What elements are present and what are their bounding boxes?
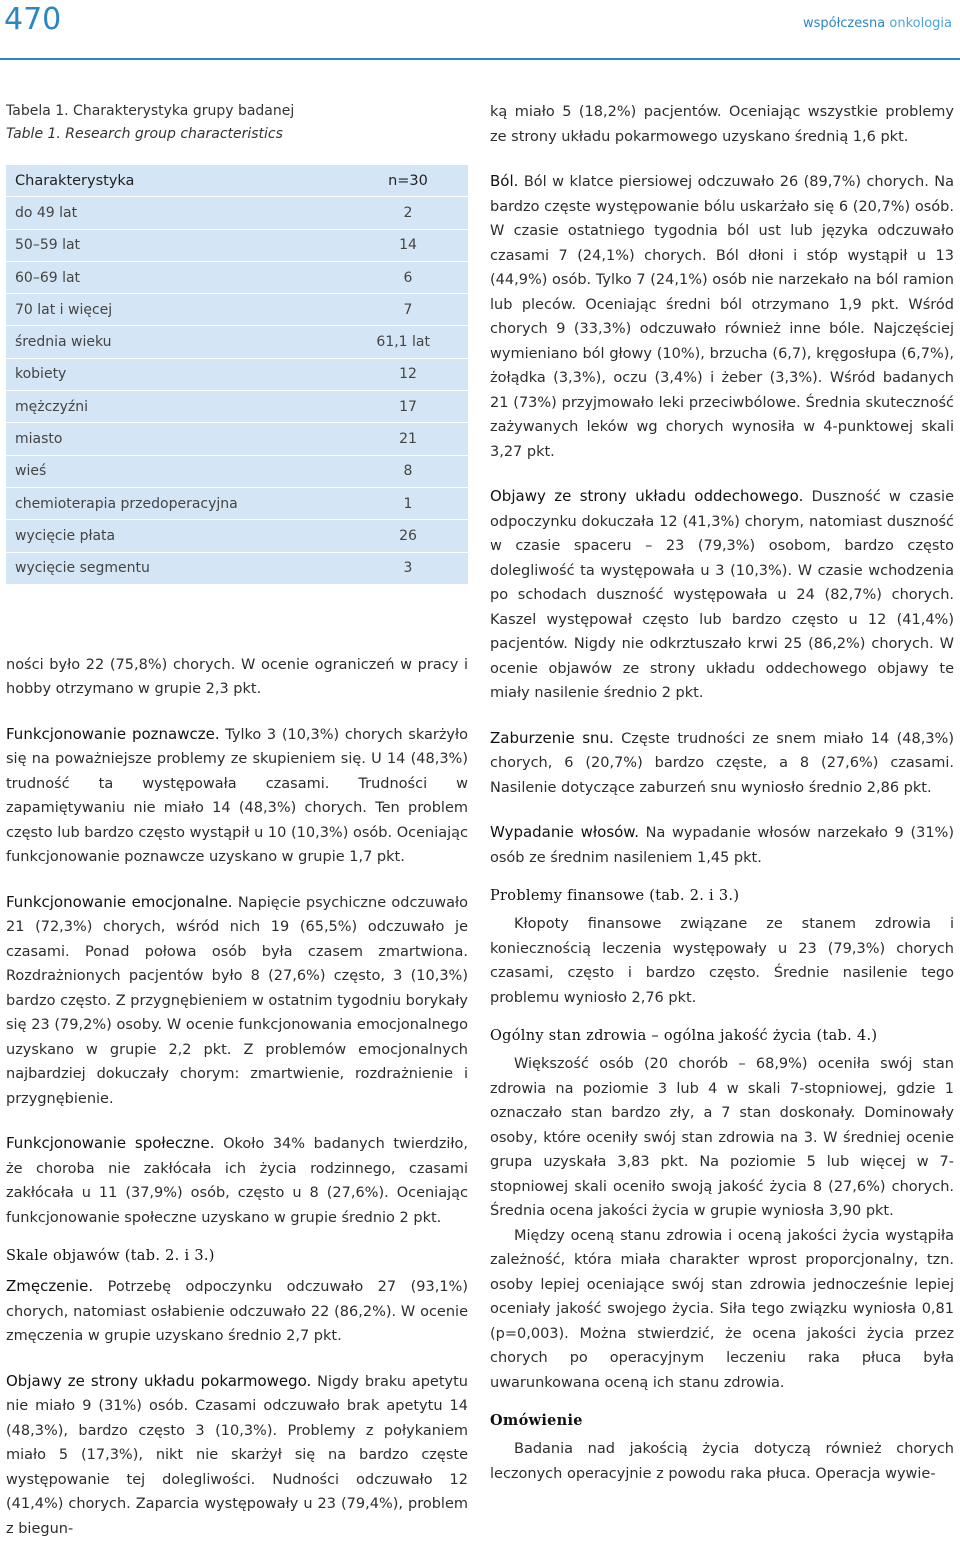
right-paragraph-4	[490, 726, 954, 801]
left-paragraph-1: ności było 22 (75,8%) chorych. W ocenie ograniczeń w pracy i hobby otrzymano w grupie 2,3 pkt.	[6, 656, 468, 698]
table-row	[6, 456, 468, 488]
subheading-uklad-oddechowy: Objawy ze strony układu oddechowego.	[490, 487, 804, 505]
row-label: mężczyźni	[15, 398, 89, 415]
table-row	[6, 326, 468, 358]
table-row	[6, 197, 468, 229]
section-heading-omowienie: Omówienie	[490, 1412, 583, 1429]
row-value: 3	[403, 560, 413, 577]
subheading-funkcjonowanie-poznawcze: Funkcjonowanie poznawcze.	[6, 724, 220, 743]
subheading-uklad-pokarmowy: Objawy ze strony układu pokarmowego.	[6, 1371, 312, 1390]
row-value: 2	[403, 204, 413, 221]
row-label: wycięcie segmentu	[15, 560, 150, 577]
left-paragraph-3	[6, 890, 468, 1112]
table-caption-en: Table 1. Research group characteristics	[6, 126, 283, 142]
table-header-value: n=30	[388, 172, 428, 189]
table-row	[6, 423, 468, 455]
row-label: 70 lat i więcej	[15, 301, 113, 318]
left-paragraph-2	[6, 722, 468, 870]
right-paragraph-2	[490, 169, 954, 464]
row-label: wycięcie płata	[15, 527, 116, 544]
subheading-wypadanie-wlosow: Wypadanie włosów.	[490, 823, 639, 841]
row-value: 61,1 lat	[376, 334, 430, 351]
row-label: chemioterapia przedoperacyjna	[15, 495, 238, 512]
subheading-zmeczenie: Zmęczenie.	[6, 1277, 94, 1296]
row-value: 26	[399, 527, 417, 544]
table-row	[6, 262, 468, 294]
right-paragraph-1: ką miało 5 (18,2%) pacjentów. Oceniając wszystkie problemy ze strony układu pokarmowego uzyskano średnią 1,6 pkt.	[490, 104, 954, 145]
row-label: 60–69 lat	[15, 269, 81, 286]
left-paragraph-4	[6, 1131, 468, 1230]
right-paragraph-9: Badania nad jakością życia dotyczą również chorych leczonych operacyjnie z powodu raka płuca. Operacja wywie-	[490, 1441, 954, 1482]
subheading-bol: Ból.	[490, 172, 519, 190]
row-value: 8	[403, 463, 413, 480]
right-column	[490, 100, 954, 1486]
table-row	[6, 391, 468, 423]
right-paragraph-8: Między oceną stanu zdrowia i oceną jakości życia wystąpiła zależność, która miała charakter wprost proporcjonalny, tzn. osoby lepiej oceniające swój stan zdrowia jednocześnie lepiej oceniały jakość swojego życia. Siła tego związku wyniosła 0,81 (p=0,003). Można stwierdzić, że ocena jakości życia przez chorych po operacyjnym leczeniu raka płuca była uwarunkowana oceną ich stanu zdrowia.	[490, 1227, 954, 1391]
page-header	[0, 0, 960, 60]
table-caption-pl: Tabela 1. Charakterystyka grupy badanej	[6, 103, 295, 119]
row-label: kobiety	[15, 366, 67, 383]
section-heading-problemy-finansowe: Problemy finansowe (tab. 2. i 3.)	[490, 888, 740, 904]
paragraph-body: Częste trudności ze snem miało 14 (48,3%) chorych, 6 (20,7%) bardzo częste, a 8 (27,6%) czasami. Nasilenie dotyczące zaburzeń snu wyniosło średnio 2,86 pkt.	[490, 730, 954, 796]
row-value: 7	[403, 301, 413, 318]
row-label: 50–59 lat	[15, 237, 81, 254]
section-heading-skale: Skale objawów (tab. 2. i 3.)	[6, 1248, 215, 1265]
subheading-funkcjonowanie-spoleczne: Funkcjonowanie społeczne.	[6, 1134, 215, 1153]
paragraph-body: Około 34% badanych twierdziło, że choroba nie zakłócała ich życia rodzinnego, czasami zakłócała u 11 (37,9%) osób, często u 8 (27,6%). Oceniając funkcjonowanie społeczne uzyskano w grupie średnio 2 pkt.	[6, 1136, 468, 1226]
row-value: 17	[399, 398, 417, 415]
journal-name	[803, 16, 952, 31]
left-paragraph-6	[6, 1369, 468, 1541]
right-paragraph-3	[490, 484, 954, 706]
right-paragraph-5	[490, 820, 954, 870]
left-paragraph-5	[6, 1274, 468, 1349]
paragraph-body: Nigdy braku apetytu nie miało 9 (31%) osób. Czasami odczuwało brak apetytu 14 (48,3%), bardzo często 3 (10,3%). Problemy z połykaniem miało 5 (17,3%), nikt nie skarżył się na bardzo częste występowanie tej dolegliwości. Nudności odczuwało 12 (41,4%) chorych. Zaparcia występowały u 23 (79,4%), problem z biegun-	[6, 1373, 468, 1537]
journal-name-part2: onkologia	[889, 16, 952, 31]
page-number: 470	[4, 2, 62, 37]
row-value: 6	[403, 269, 413, 286]
table-row	[6, 520, 468, 552]
journal-name-part1: współczesna	[802, 16, 886, 31]
paragraph-body: Na wypadanie włosów narzekało 9 (31%) osób ze średnim nasileniem 1,45 pkt.	[490, 825, 954, 866]
row-label: wieś	[15, 463, 47, 480]
row-label: średnia wieku	[15, 334, 112, 351]
characteristics-table	[6, 165, 468, 585]
table-row	[6, 488, 468, 520]
table-row	[6, 553, 468, 585]
paragraph-body: Tylko 3 (10,3%) chorych skarżyło się na poważniejsze problemy ze skupieniem się. U 14 (48,3%) trudność ta występowała czasami. Trudności w zapamiętywaniu nie miało 14 (48,3%) chorych. Ten problem często lub bardzo często wystąpił u 10 (10,3%) osób. Oceniając funkcjonowanie poznawcze uzyskano w grupie 1,7 pkt.	[6, 726, 469, 866]
paragraph-body: Ból w klatce piersiowej odczuwało 26 (89,7%) chorych. Na bardzo częste występowanie bólu uskarżało się 6 (20,7%) osób. W czasie ostatniego tygodnia ból ust lub języka odczuwało czasami 7 (24,1%) chorych. Ból dłoni i stóp wystąpił u 13 (44,9%) osób. Tylko 7 (24,1%) osób nie narzekało na ból ramion lub pleców. Oceniając średni ból otrzymano 1,9 pkt. Wśród chorych 9 (33,3%) odczuwało również inne bóle. Najczęściej wymieniano ból głowy (10%), brzucha (6,7), kręgosłupa (6,7%), żołądka (3,3%), oczu (3,4%) i żeber (3,3%). Wśród badanych 21 (73%) przyjmowało leki przeciwbólowe. Średnia skuteczność zażywanych leków wg chorych wynosiła w 4-punktowej skali 3,27 pkt.	[490, 174, 954, 460]
row-value: 1	[403, 495, 413, 512]
table-caption	[6, 100, 468, 146]
table-header-label: Charakterystyka	[15, 172, 135, 189]
paragraph-body: Potrzebę odpoczynku odczuwało 27 (93,1%) chorych, natomiast osłabienie odczuwało 22 (86,2%). W ocenie zmęczenia w grupie uzyskano średnio 2,7 pkt.	[6, 1279, 468, 1345]
section-heading-ogolny-stan-zdrowia: Ogólny stan zdrowia – ogólna jakość życia (tab. 4.)	[490, 1028, 878, 1044]
paragraph-body: Napięcie psychiczne odczuwało 21 (72,3%) chorych, wśród nich 19 (65,5%) odczuwało je czasami. Ponad połowa osób była czasem zmartwiona. Rozdrażnionych pacjentów było 8 (27,6%) często, 3 (10,3%) bardzo często. Z przygnębieniem w ostatnim tygodniu borykały się 23 (79,2%) osoby. W ocenie funkcjonowania emocjonalnego uzyskano w grupie 2,2 pkt. Z problemów emocjonalnych najbardziej dokuczały chorym: zmartwienie, rozdrażnienie i przygnębienie.	[6, 894, 468, 1107]
table-header-row	[6, 165, 468, 197]
row-label: do 49 lat	[15, 204, 78, 221]
paragraph-body: Duszność w czasie odpoczynku dokuczała 12 (41,3%) chorym, natomiast duszność w czasie spaceru – 23 (79,3%) osobom, bardzo często dolegliwość ta występowała u 3 (10,3%). W czasie wchodzenia po schodach duszność występowała u 24 (82,7%) chorych. Kaszel występował często lub bardzo często u 12 (41,4%) pacjentów. Nigdy nie odkrztuszało krwi 25 (86,2%) chorych. W ocenie objawów ze strony układu oddechowego objawy te miały nasilenie średnio 2 pkt.	[490, 489, 954, 701]
row-value: 14	[399, 237, 417, 254]
row-value: 21	[399, 431, 417, 448]
table-row	[6, 294, 468, 326]
right-paragraph-6: Kłopoty finansowe związane ze stanem zdrowia i koniecznością leczenia występowały u 23 (79,3%) chorych czasami, często i bardzo często. Średnie nasilenie tego problemu wyniosło 2,76 pkt.	[490, 916, 954, 1006]
right-paragraph-7: Większość osób (20 chorób – 68,9%) oceniła swój stan zdrowia na poziomie 3 lub 4 w skali 7-stopniowej, gdzie 1 oznaczało stan bardzo zły, a 7 stan doskonały. Dominowały osoby, które oceniły swój stan zdrowia na 3. W średniej ocenie grupa uzyskała 3,83 pkt. Na poziomie 5 lub więcej w 7-stopniowej skali oceniło swoją jakość życia 8 (27,6%) chorych. Średnia ocena jakości życia w grupie wyniosła 3,90 pkt.	[490, 1056, 954, 1219]
subheading-zaburzenie-snu: Zaburzenie snu.	[490, 728, 614, 747]
table-row	[6, 230, 468, 262]
row-value: 12	[399, 366, 417, 383]
row-label: miasto	[15, 431, 63, 448]
left-column	[6, 100, 468, 1541]
subheading-funkcjonowanie-emocjonalne: Funkcjonowanie emocjonalne.	[6, 892, 233, 911]
table-row	[6, 359, 468, 391]
